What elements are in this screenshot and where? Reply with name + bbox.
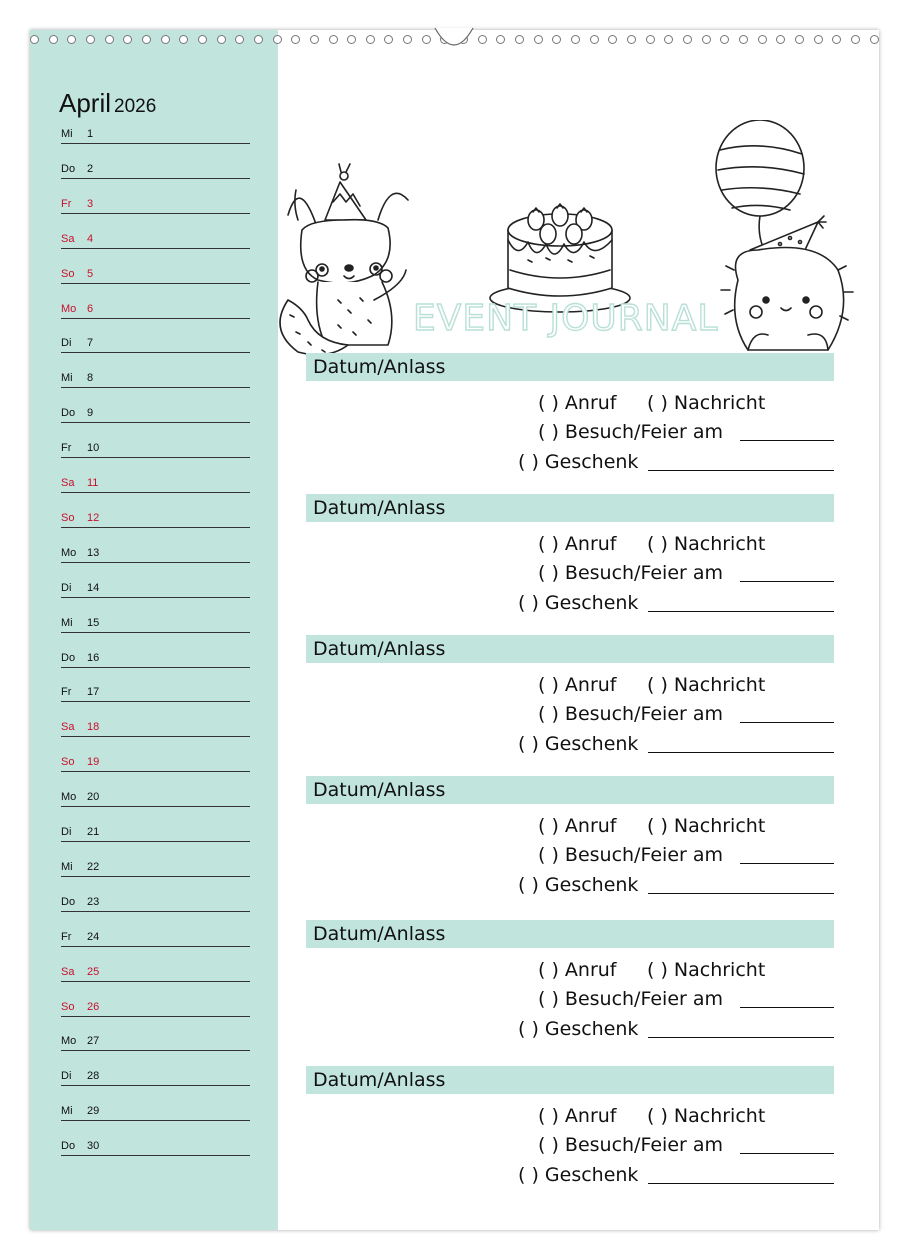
calendar-day-row xyxy=(61,1070,250,1086)
visit-date-blank xyxy=(740,846,834,864)
binding-ring xyxy=(627,35,636,44)
visit-date-blank xyxy=(740,990,834,1008)
calendar-day-row xyxy=(61,442,250,458)
day-number: 15 xyxy=(87,616,100,629)
entry-header: Datum/Anlass xyxy=(306,920,834,948)
binding-ring xyxy=(814,35,823,44)
visit-date-blank xyxy=(740,423,834,441)
weekday-label: Di xyxy=(61,826,72,838)
call-option: ( ) Anruf xyxy=(538,959,617,981)
weekday-label: Mo xyxy=(61,302,77,315)
calendar-day-row xyxy=(61,547,250,563)
gift-option: ( ) Geschenk xyxy=(518,1164,639,1186)
weekday-label: Mi xyxy=(61,372,73,385)
call-option: ( ) Anruf xyxy=(538,392,617,414)
binding-ring xyxy=(235,35,244,44)
call-option: ( ) Anruf xyxy=(538,533,617,555)
day-number: 13 xyxy=(87,546,100,559)
day-number: 29 xyxy=(87,1105,100,1118)
weekday-label: Fr xyxy=(61,197,72,210)
weekday-label: Fr xyxy=(61,686,72,699)
journal-entry xyxy=(306,494,834,614)
calendar-day-row xyxy=(61,303,250,319)
visit-option: ( ) Besuch/Feier am xyxy=(538,988,724,1010)
calendar-day-row xyxy=(61,477,250,493)
binding-ring xyxy=(702,35,711,44)
entry-header: Datum/Anlass xyxy=(306,494,834,522)
weekday-label: Do xyxy=(61,651,76,664)
day-number: 27 xyxy=(87,1035,100,1048)
gift-option: ( ) Geschenk xyxy=(518,451,639,473)
weekday-label: Do xyxy=(61,162,76,175)
binding-ring xyxy=(552,35,561,44)
visit-option: ( ) Besuch/Feier am xyxy=(538,421,724,443)
gift-blank xyxy=(648,453,834,471)
visit-date-blank xyxy=(740,564,834,582)
calendar-day-row xyxy=(61,1140,250,1156)
binding-ring xyxy=(683,35,692,44)
call-option: ( ) Anruf xyxy=(538,1105,617,1127)
calendar-day-row xyxy=(61,233,250,249)
gift-option: ( ) Geschenk xyxy=(518,874,639,896)
day-number: 6 xyxy=(87,302,94,315)
binding-ring xyxy=(758,35,767,44)
calendar-day-row xyxy=(61,1035,250,1051)
gift-blank xyxy=(648,594,834,612)
year-label: 2026 xyxy=(114,96,157,117)
binding-ring xyxy=(105,35,114,44)
binding-ring xyxy=(478,35,487,44)
calendar-day-row xyxy=(61,686,250,702)
weekday-label: Di xyxy=(61,581,72,594)
calendar-day-row xyxy=(61,128,250,144)
binding-ring xyxy=(49,35,58,44)
binding-ring xyxy=(161,35,170,44)
calendar-sidebar xyxy=(30,30,278,1230)
weekday-label: Do xyxy=(61,1140,76,1153)
weekday-label: So xyxy=(61,267,75,280)
journal-entry xyxy=(306,920,834,1040)
day-number: 22 xyxy=(87,860,100,873)
weekday-label: Sa xyxy=(61,232,75,245)
calendar-day-row xyxy=(61,652,250,668)
day-number: 3 xyxy=(87,197,94,210)
message-option: ( ) Nachricht xyxy=(647,392,766,414)
binding-ring xyxy=(739,35,748,44)
binding-ring xyxy=(646,35,655,44)
visit-option: ( ) Besuch/Feier am xyxy=(538,562,724,584)
entry-header: Datum/Anlass xyxy=(306,1066,834,1094)
day-number: 12 xyxy=(87,511,100,524)
day-number: 30 xyxy=(87,1140,100,1153)
message-option: ( ) Nachricht xyxy=(647,533,766,555)
calendar-day-row xyxy=(61,861,250,877)
journal-entry xyxy=(306,635,834,755)
binding-ring xyxy=(198,35,207,44)
calendar-day-row xyxy=(61,896,250,912)
gift-blank xyxy=(648,876,834,894)
day-number: 11 xyxy=(87,477,99,489)
calendar-day-row xyxy=(61,791,250,807)
entry-header: Datum/Anlass xyxy=(306,635,834,663)
journal-area xyxy=(278,30,879,1230)
day-number: 8 xyxy=(87,372,94,385)
day-number: 16 xyxy=(87,651,100,664)
calendar-day-row xyxy=(61,407,250,423)
binding-ring xyxy=(795,35,804,44)
weekday-label: Fr xyxy=(61,442,72,455)
weekday-label: Mo xyxy=(61,1035,77,1048)
weekday-label: Di xyxy=(61,1070,72,1083)
binding-ring xyxy=(310,35,319,44)
weekday-label: Sa xyxy=(61,477,75,489)
entry-header: Datum/Anlass xyxy=(306,776,834,804)
gift-blank xyxy=(648,735,834,753)
day-number: 5 xyxy=(87,267,94,280)
weekday-label: Mi xyxy=(61,860,73,873)
calendar-day-row xyxy=(61,721,250,737)
calendar-day-row xyxy=(61,163,250,179)
calendar-day-row xyxy=(61,337,250,353)
weekday-label: Sa xyxy=(61,965,75,978)
binding-ring xyxy=(870,35,879,44)
binding-ring xyxy=(422,35,431,44)
calendar-day-row xyxy=(61,198,250,214)
journal-title: EVENT JOURNAL xyxy=(413,298,719,339)
calendar-day-row xyxy=(61,617,250,633)
binding-ring xyxy=(179,35,188,44)
binding-ring xyxy=(571,35,580,44)
visit-option: ( ) Besuch/Feier am xyxy=(538,844,724,866)
month-name: April xyxy=(59,88,112,118)
weekday-label: So xyxy=(61,1000,75,1013)
entry-header: Datum/Anlass xyxy=(306,353,834,381)
weekday-label: Fr xyxy=(61,930,72,943)
visit-date-blank xyxy=(740,1136,834,1154)
binding-ring xyxy=(86,35,95,44)
hanger-hook xyxy=(433,26,475,48)
binding-ring xyxy=(366,35,375,44)
day-number: 18 xyxy=(87,721,100,734)
binding-ring xyxy=(217,35,226,44)
weekday-label: Mi xyxy=(61,128,73,140)
binding-ring xyxy=(590,35,599,44)
journal-entry xyxy=(306,353,834,473)
weekday-label: Mi xyxy=(61,616,73,629)
day-number: 9 xyxy=(87,407,94,420)
journal-entry xyxy=(306,776,834,896)
visit-date-blank xyxy=(740,705,834,723)
day-number: 28 xyxy=(87,1070,100,1083)
binding-ring xyxy=(384,35,393,44)
calendar-day-row xyxy=(61,966,250,982)
calendar-page xyxy=(30,30,879,1230)
binding-ring xyxy=(123,35,132,44)
day-number: 1 xyxy=(87,128,94,140)
binding-ring xyxy=(664,35,673,44)
day-number: 10 xyxy=(87,442,100,455)
binding-ring xyxy=(67,35,76,44)
weekday-label: Do xyxy=(61,895,76,908)
day-number: 24 xyxy=(87,930,100,943)
gift-blank xyxy=(648,1166,834,1184)
day-number: 7 xyxy=(87,337,94,350)
month-title xyxy=(59,88,156,119)
weekday-label: So xyxy=(61,511,75,524)
message-option: ( ) Nachricht xyxy=(647,959,766,981)
binding-ring xyxy=(496,35,505,44)
binding-ring xyxy=(608,35,617,44)
gift-blank xyxy=(648,1020,834,1038)
binding-ring xyxy=(329,35,338,44)
day-number: 26 xyxy=(87,1000,100,1013)
gift-option: ( ) Geschenk xyxy=(518,733,639,755)
calendar-day-row xyxy=(61,582,250,598)
weekday-label: So xyxy=(61,756,75,769)
day-number: 4 xyxy=(87,232,94,245)
journal-entry xyxy=(306,1066,834,1186)
fox-illustration xyxy=(280,164,408,355)
day-number: 14 xyxy=(87,581,100,594)
weekday-label: Mo xyxy=(61,791,77,804)
gift-option: ( ) Geschenk xyxy=(518,1018,639,1040)
binding-ring xyxy=(832,35,841,44)
day-number: 23 xyxy=(87,895,100,908)
weekday-label: Do xyxy=(61,407,76,420)
visit-option: ( ) Besuch/Feier am xyxy=(538,1134,724,1156)
weekday-label: Di xyxy=(61,337,72,350)
birthday-cake-illustration xyxy=(490,204,630,312)
message-option: ( ) Nachricht xyxy=(647,674,766,696)
weekday-label: Mo xyxy=(61,546,77,559)
visit-option: ( ) Besuch/Feier am xyxy=(538,703,724,725)
binding-ring xyxy=(142,35,151,44)
weekday-label: Sa xyxy=(61,721,75,734)
calendar-day-row xyxy=(61,268,250,284)
gift-option: ( ) Geschenk xyxy=(518,592,639,614)
day-number: 25 xyxy=(87,965,100,978)
binding-ring xyxy=(347,35,356,44)
calendar-day-row xyxy=(61,1105,250,1121)
call-option: ( ) Anruf xyxy=(538,815,617,837)
message-option: ( ) Nachricht xyxy=(647,815,766,837)
day-number: 2 xyxy=(87,162,94,175)
binding-ring xyxy=(30,35,39,44)
binding-ring xyxy=(851,35,860,44)
binding-ring xyxy=(720,35,729,44)
call-option: ( ) Anruf xyxy=(538,674,617,696)
calendar-day-row xyxy=(61,931,250,947)
calendar-day-row xyxy=(61,512,250,528)
binding-ring xyxy=(273,35,282,44)
binding-ring xyxy=(534,35,543,44)
day-number: 21 xyxy=(87,826,100,838)
message-option: ( ) Nachricht xyxy=(647,1105,766,1127)
binding-ring xyxy=(254,35,263,44)
binding-ring xyxy=(403,35,412,44)
weekday-label: Mi xyxy=(61,1105,73,1118)
day-number: 19 xyxy=(87,756,100,769)
binding-ring xyxy=(291,35,300,44)
binding-ring xyxy=(515,35,524,44)
calendar-day-row xyxy=(61,826,250,842)
calendar-day-row xyxy=(61,1001,250,1017)
day-number: 20 xyxy=(87,791,100,804)
day-number: 17 xyxy=(87,686,100,699)
calendar-day-row xyxy=(61,756,250,772)
hedgehog-illustration xyxy=(716,120,853,350)
binding-ring xyxy=(776,35,785,44)
calendar-day-row xyxy=(61,372,250,388)
